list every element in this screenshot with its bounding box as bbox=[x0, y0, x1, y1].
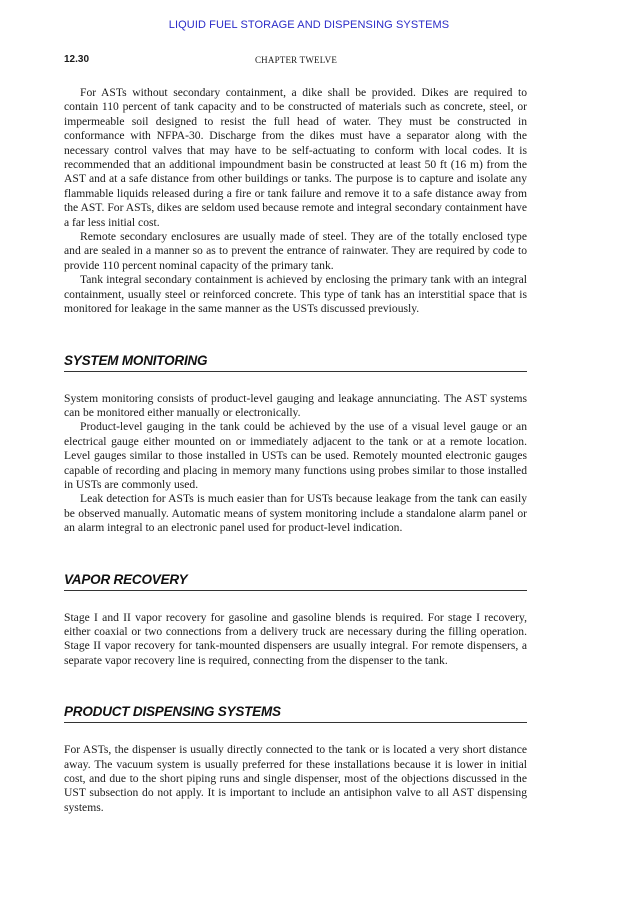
page-number: 12.30 bbox=[64, 54, 90, 65]
paragraph: Tank integral secondary containment is achieved by enclosing the primary tank with an integral containment, usually steel or reinforced concrete. This type of tank has an interstitial space that is monitored for leakage in the same manner as the USTs discussed previously. bbox=[64, 273, 527, 316]
section-vapor-recovery bbox=[64, 572, 527, 669]
paragraph: Product-level gauging in the tank could be achieved by the use of a visual level gauge or an electrical gauge either mounted on or immediately adjacent to the tank or at a remote location. Level gauges similar to those installed in USTs can be used. Remotely mounted electronic gauges capable of recording and placing in memory many functions using probes similar to those installed in USTs are commonly used. bbox=[64, 420, 527, 491]
paragraph: For ASTs, the dispenser is usually directly connected to the tank or is located a very short distance away. The vacuum system is usually preferred for these installations because it is lower in initial cost, and due to the short piping runs and single dispenser, most of the objections discussed in the UST subsection do not apply. It is important to include an antisiphon valve to all AST dispensing systems. bbox=[64, 743, 527, 814]
paragraph: Remote secondary enclosures are usually made of steel. They are of the totally enclosed type and are sealed in a manner so as to prevent the entrance of rainwater. They are required by code to provide 110 percent nominal capacity of the primary tank. bbox=[64, 230, 527, 272]
running-head: LIQUID FUEL STORAGE AND DISPENSING SYSTEMS bbox=[168, 19, 450, 31]
page-body bbox=[64, 86, 527, 815]
paragraph: For ASTs without secondary containment, a dike shall be provided. Dikes are required to contain 110 percent of tank capacity and to be constructed of materials such as concrete, steel, or impermeable soil designed to resist the full head of water. They must be constructed in conformance with NFPA-30. Discharge from the dikes must have a separator along with the necessary control valves that may have to be self-actuating to conform with local codes. It is recommended that an additional impoundment basin be constructed at least 50 ft (16 m) from the AST and at a safe distance from other buildings or tanks. The purpose is to capture and isolate any flammable liquids released during a fire or tank failure and remove it to a safe distance away from the AST. For ASTs, dikes are seldom used because remote and integral secondary containment have a far less initial cost. bbox=[64, 86, 527, 229]
section-product-dispensing bbox=[64, 704, 527, 815]
paragraph: System monitoring consists of product-level gauging and leakage annunciating. The AST systems can be monitored either manually or electronically. bbox=[64, 391, 527, 419]
section-heading: SYSTEM MONITORING bbox=[64, 353, 527, 372]
section-heading: PRODUCT DISPENSING SYSTEMS bbox=[64, 704, 527, 723]
section-heading: VAPOR RECOVERY bbox=[64, 572, 527, 591]
chapter-label: CHAPTER TWELVE bbox=[254, 55, 338, 65]
section-system-monitoring bbox=[64, 353, 527, 536]
paragraph: Leak detection for ASTs is much easier than for USTs because leakage from the tank can easily be observed manually. Automatic means of system monitoring include a standalone alarm panel or an alarm integral to an electronic panel used for product-level indication. bbox=[64, 492, 527, 535]
paragraph: Stage I and II vapor recovery for gasoline and gasoline blends is required. For stage I recovery, either coaxial or two connections from a delivery truck are necessary during the filling operation. Stage II vapor recovery for tank-mounted dispensers are usually integral. For remote dispensers, a separate vapor recovery line is required, connecting from the dispenser to the tank. bbox=[64, 610, 527, 667]
